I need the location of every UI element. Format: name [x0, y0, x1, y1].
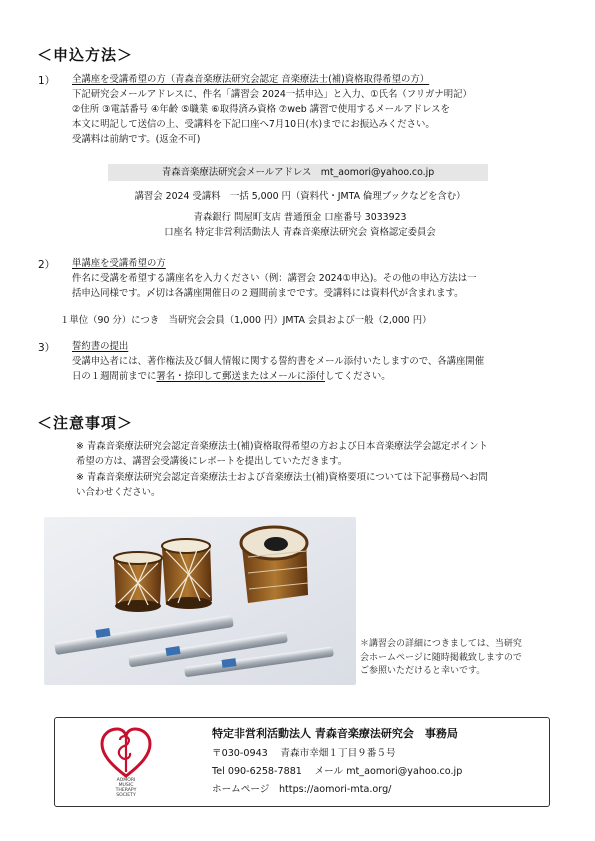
email-line: 青森音楽療法研究会メールアドレス mt_aomori@yahoo.co.jp [161, 167, 435, 178]
note-line: ※ 青森音楽療法研究会認定音楽療法士(補)資格取得希望の方および日本音楽療法学会認定ポイント [76, 441, 488, 452]
instruments-photo [44, 517, 356, 685]
item3-number: 3） [38, 342, 56, 354]
item1-line: 本文に明記して送信の上、受講料を下記口座へ7月10日(水)までにお振込みください。 [72, 119, 435, 130]
note-line: い合わせください。 [76, 487, 161, 498]
drum-small-1 [114, 552, 162, 612]
drum-large [241, 527, 308, 603]
logo-text: AOMORI [116, 778, 136, 783]
society-logo [98, 724, 154, 802]
photo-side-note [360, 638, 570, 679]
drum-small-2 [162, 539, 212, 609]
item3-line [72, 370, 391, 384]
item2-fee-line: １単位（90 分）につき 当研究会会員（1,000 円）JMTA 会員および一般（2,000 円） [60, 315, 432, 326]
photo-note-line: ご参照いただけると幸いです。 [360, 666, 486, 676]
section-title-notes: ＜注意事項＞ [37, 414, 134, 432]
office-title: 特定非営利活動法人 青森音楽療法研究会 事務局 [212, 727, 458, 740]
item3-line: 受講申込者には、著作権法及び個人情報に関する誓約書をメール添付いたしますので、各講座開催 [72, 356, 485, 367]
logo-text: MUSIC [118, 783, 134, 788]
item3-heading: 誓約書の提出 [72, 341, 129, 352]
note-line: 希望の方は、講習会受講後にレポートを提出していただきます。 [76, 456, 348, 467]
office-homepage: ホームページ https://aomori-mta.org/ [212, 784, 392, 795]
bank-line: 青森銀行 問屋町支店 普通預金 口座番号 3033923 [193, 212, 407, 223]
photo-note-line: 会ホームページに随時掲載致しますので [360, 652, 522, 663]
item3-text: してください。 [324, 371, 391, 382]
photo-note-line: ＊講習会の詳細につきましては、当研究 [360, 639, 522, 649]
note-line: ※ 青森音楽療法研究会認定音楽療法士および音楽療法士(補)資格要項については下記事務局へお問 [76, 472, 488, 483]
item2-line: 件名に受講を希望する講座名を入力ください（例：講習会 2024①申込)。その他の申込方法は一 [72, 273, 477, 284]
bank-account-name: 口座名 特定非営利活動法人 青森音楽療法研究会 資格認定委員会 [164, 227, 436, 238]
item3-text: 日の１週間前までに [72, 371, 157, 382]
section-title-application: ＜申込方法＞ [37, 46, 134, 64]
item1-line: 下記研究会メールアドレスに、件名「講習会 2024一括申込」と入力、①氏名（フリガナ明記） [72, 89, 472, 100]
office-address: 〒030-0943 青森市幸畑１丁目９番５号 [212, 748, 396, 759]
item2-heading: 単講座を受講希望の方 [72, 258, 166, 269]
item1-line: 受講料は前納です。(返金不可) [72, 134, 201, 145]
logo-text: THERAPY [115, 788, 137, 793]
item2-line: 括申込同様です。〆切は各講座開催日の２週間前までです。受講料には資料代が含まれます。 [72, 288, 464, 299]
item1-number: 1） [38, 75, 56, 87]
item3-underlined-text: 署名・捺印して郵送またはメールに添付 [156, 371, 325, 382]
item2-number: 2） [38, 259, 56, 271]
logo-text: SOCIETY [116, 793, 136, 798]
item1-line: ②住所 ③電話番号 ④年齢 ⑤職業 ⑥取得済み資格 ⑦web 講習で使用するメールアドレスを [72, 104, 450, 115]
office-contact: Tel 090-6258-7881 メール mt_aomori@yahoo.co.jp [212, 766, 463, 777]
item1-heading: 全講座を受講希望の方（青森音楽療法研究会認定 音楽療法士(補)資格取得希望の方） [72, 74, 430, 85]
fee-line: 講習会 2024 受講料 一括 5,000 円（資料代・JMTA 倫理ブックなどを含む） [134, 191, 466, 202]
